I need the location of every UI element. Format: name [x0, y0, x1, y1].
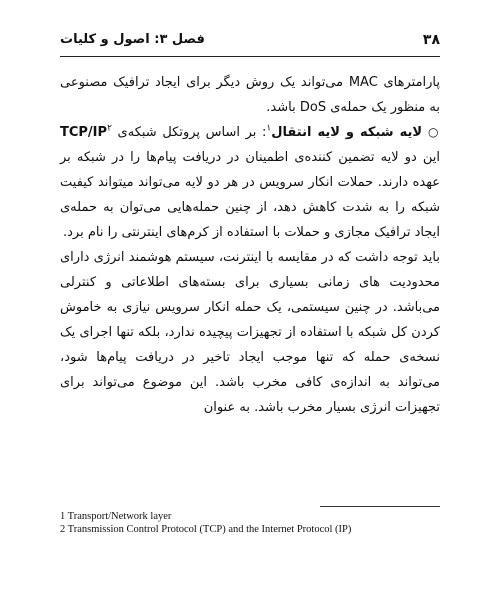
protocol-name: TCP/IP	[60, 125, 108, 140]
page-number: ۳۸	[422, 32, 440, 48]
paragraph-smart-grid: باید توجه داشت که در مقایسه با اینترنت، سیستم هوشمند انرژی دارای محدودیت های زمانی بسیاری برای بسته‌های اطلاعاتی و کنترلی می‌باشد. در چنین سیستمی، یک حمله انکار سرویس نیازی به خاموش کردن کل شبکه با استفاده از تجهیزات پیچیده ندارد، بلکه تنها اجرای یک نسخه‌ی حمله که تنها موجب ایجاد تاخیر در دریافت پیام‌ها شود، می‌تواند به اندازه‌ی کافی مخرب باشد. این موضوع می‌تواند برای تجهیزات انرژی بسیار مخرب باشد. به عنوان	[60, 250, 440, 415]
chapter-title: فصل ۳: اصول و کلیات	[60, 32, 205, 47]
footnote-2: 2 Transmission Control Protocol (TCP) and the Internet Protocol (IP)	[60, 524, 352, 535]
footnote-ref-1: ۱	[266, 123, 272, 134]
bullet-connector: : بر اساس پروتکل شبکه‌ی	[117, 125, 267, 140]
page-header	[60, 30, 440, 57]
footnote-ref-2: ۲	[107, 123, 112, 134]
page-body	[60, 70, 440, 420]
bullet-network-transport	[60, 120, 440, 245]
paragraph-mac: پارامترهای MAC می‌تواند یک روش دیگر برای ایجاد ترافیک مصنوعی به منظور یک حمله‌ی DoS باشد.	[60, 75, 440, 115]
bullet-circle-icon: ○	[428, 125, 440, 139]
footnote-divider	[320, 506, 440, 507]
footnote-1: 1 Transport/Network layer	[60, 511, 172, 522]
bullet-lead: لایه شبکه و لایه انتقال	[271, 125, 423, 140]
bullet-text: این دو لایه تضمین کننده‌ی اطمینان در دریافت پیام‌ها را در شبکه بر عهده دارند. حملات انکار سرویس در هر دو لایه می‌تواند میتواند کیفیت شبکه را به شدت کاهش دهد، از چنین حمله‌هایی می‌توان به حمله‌ی ایجاد ترافیک مجازی و حملات با استفاده از کرم‌های اینترنتی را نام برد.	[60, 150, 440, 240]
footnotes	[60, 510, 440, 536]
